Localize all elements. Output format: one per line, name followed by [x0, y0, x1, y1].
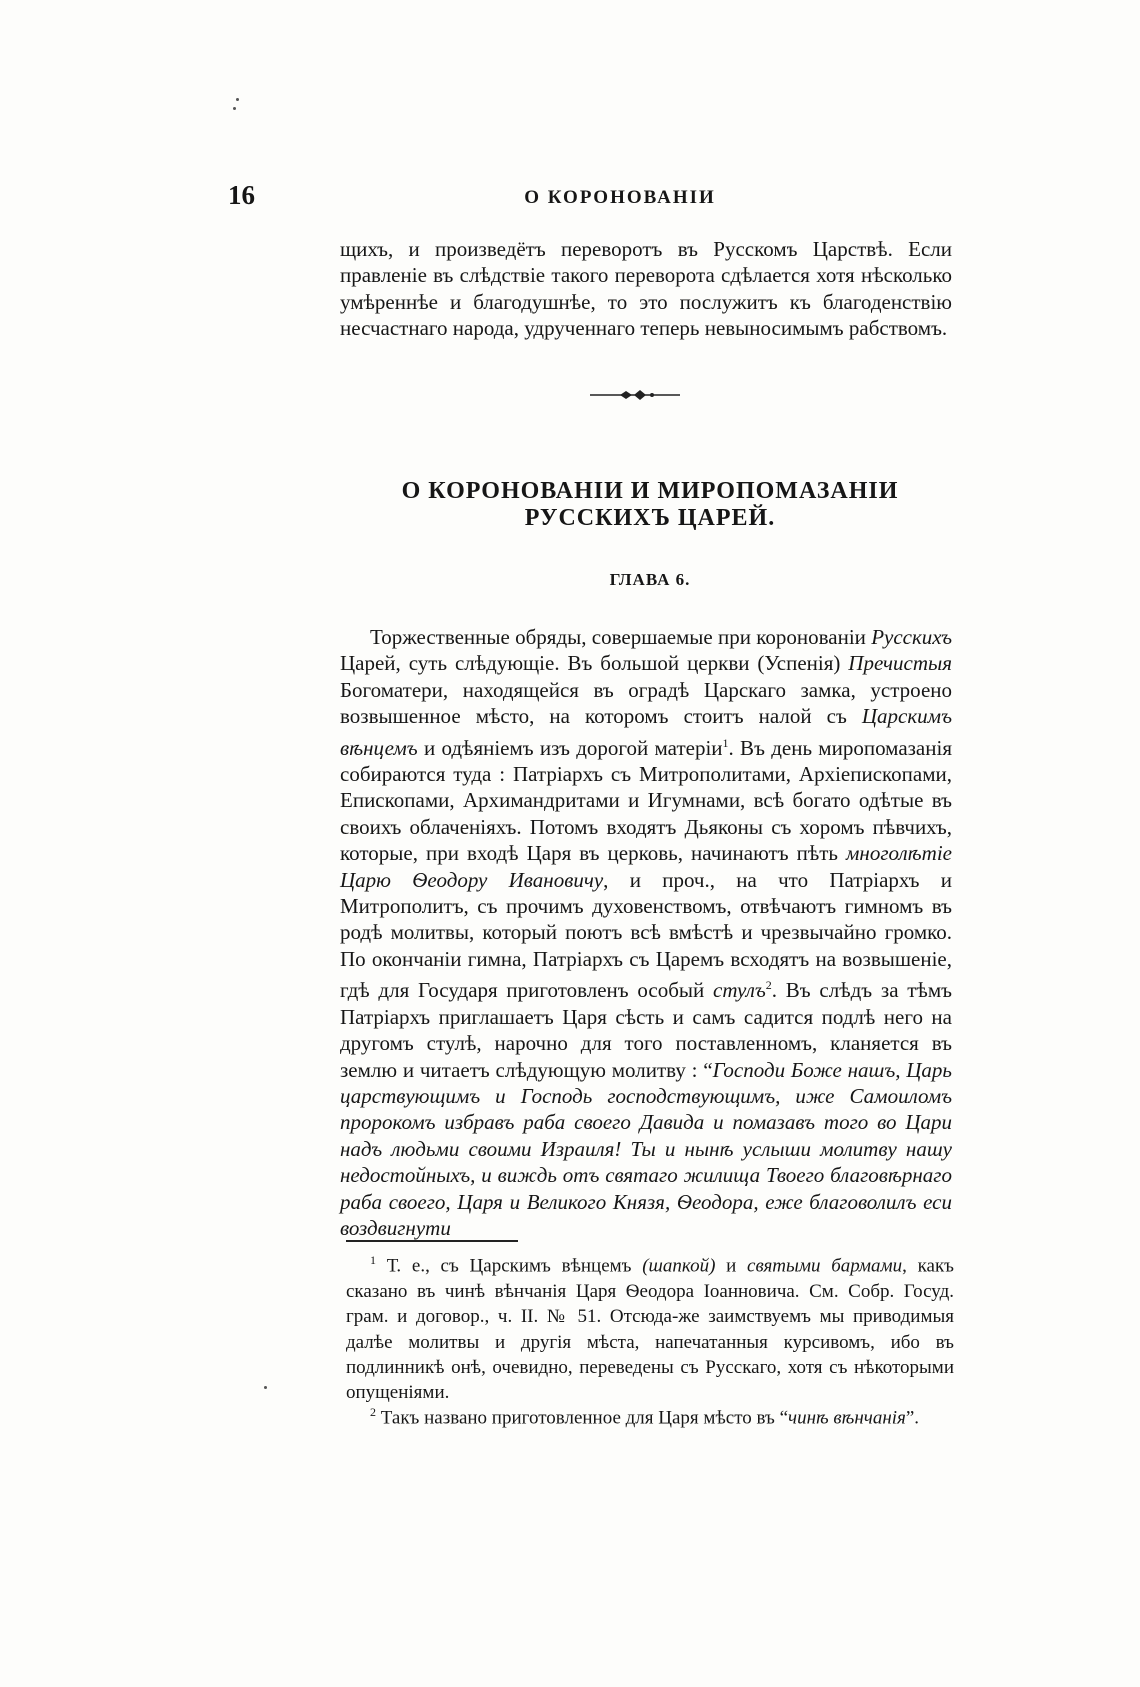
text-run: Богоматери, находящейся въ оградѣ Царскаго замка, устроено возвышенное мѣсто, на которомъ стоитъ налой съ	[340, 677, 952, 729]
footnote-1	[346, 1248, 954, 1406]
main-paragraph	[340, 624, 952, 1241]
ornament-divider	[590, 388, 680, 402]
text-run: . Въ слѣдъ за тѣмъ Патріархъ приглашаетъ Царя сѣсть и самъ садится подлѣ него на другомъ стулѣ, нарочно для того поставленномъ, кланяется въ землю и читаетъ слѣдующую молитву : “	[340, 978, 952, 1082]
italic-run: стулъ	[713, 978, 766, 1003]
text-run: Такъ названо приготовленное для Царя мѣсто въ “	[376, 1407, 789, 1429]
footnote-ref: 1	[722, 735, 729, 750]
italic-run: чинѣ вѣнчанія	[788, 1407, 906, 1429]
italic-run: Пречистыя	[848, 651, 952, 676]
text-run: , и проч., на что Патріархъ и Митрополитъ, съ прочимъ духовенствомъ, отвѣчаютъ гимномъ въ родѣ молитвы, который поютъ всѣ вмѣстѣ и чрезвычайно громко. По окончаніи гимна, Патріархъ съ Царемъ всходятъ на возвышеніе, гдѣ для Государя приготовленъ особый	[340, 867, 952, 1003]
scan-speck	[236, 98, 239, 101]
italic-run: (шапкой)	[642, 1255, 716, 1277]
text-run: . Въ день миропомазанія собираются туда : Патріархъ съ Митрополитами, Архіепископами, Епископами, Архимандритами и Игумнами, всѣ богато одѣтые въ своихъ облаченіяхъ. Потомъ входятъ Дьяконы съ хоромъ пѣвчихъ, которые, при входѣ Царя въ церковь, начинаютъ пѣть	[340, 735, 952, 866]
italic-run: Царскимъ вѣнцемъ	[340, 704, 952, 760]
footnote-2	[346, 1400, 954, 1431]
text-run: и одѣяніемъ изъ дорогой матеріи	[417, 735, 723, 760]
text-run: Торжественные обряды, совершаемые при коронованіи	[370, 625, 872, 649]
scan-speck	[264, 1386, 267, 1389]
italic-run: Русскихъ	[871, 625, 952, 649]
continuation-paragraph: щихъ, и произведётъ переворотъ въ Русскомъ Царствѣ. Если правленіе въ слѣдствіе такого переворота сдѣлается хотя нѣсколько умѣреннѣе и благодушнѣе, то это послужитъ къ благоденствію несчастнаго народа, удрученнаго теперь невыносимымъ рабствомъ.	[340, 237, 952, 341]
chapter-heading: ГЛАВА 6.	[609, 570, 691, 589]
text-run: и	[715, 1255, 748, 1277]
text-run: Царей, суть слѣдующіе. Въ большой церкви (Успенія)	[340, 651, 849, 676]
italic-run: Господи Боже нашъ, Царь царствующимъ и Господь господствующимъ, иже Самоиломъ пророкомъ избравъ раба своего Давида и помазавъ того во Цари надъ людьми своими Израиля! Ты и нынѣ услыши молитву нашу недостойныхъ, и виждь отъ святаго жилища Твоего благовѣрнаго раба своего, Царя и Великого Князя, Ѳеодора, еже благоволилъ еси воздвигнути	[340, 1057, 952, 1240]
text-run: , какъ сказано въ чинѣ вѣнчанія Царя Ѳеодора Іоанновича. См. Собр. Госуд. грам. и договор., ч. II. № 51. Отсюда-же заимствуемъ мы приводимыя далѣе молитвы и другія мѣста, напечатанныя курсивомъ, ибо въ подлинникѣ онѣ, очевидно, переведены съ Русскаго, хотя съ нѣкоторыми опущеніями.	[346, 1255, 954, 1404]
section-title: О КОРОНОВАНІИ И МИРОПОМАЗАНІИ РУССКИХЪ ЦАРЕЙ.	[401, 478, 899, 531]
italic-run: многолѣтіе Царю Ѳеодору Ивановичу	[340, 841, 952, 892]
page-number: 16	[228, 180, 255, 210]
running-head: О КОРОНОВАНІИ	[524, 187, 716, 208]
italic-run: святыми бармами	[747, 1255, 903, 1277]
text-run: ”.	[905, 1407, 920, 1429]
scan-speck	[233, 107, 236, 110]
footnote-mark: 1	[370, 1253, 376, 1267]
footnote-separator	[346, 1240, 518, 1242]
footnote-ref: 2	[765, 978, 772, 993]
footnote-mark: 2	[370, 1405, 376, 1419]
text-run: Т. е., съ Царскимъ вѣнцемъ	[376, 1255, 643, 1277]
